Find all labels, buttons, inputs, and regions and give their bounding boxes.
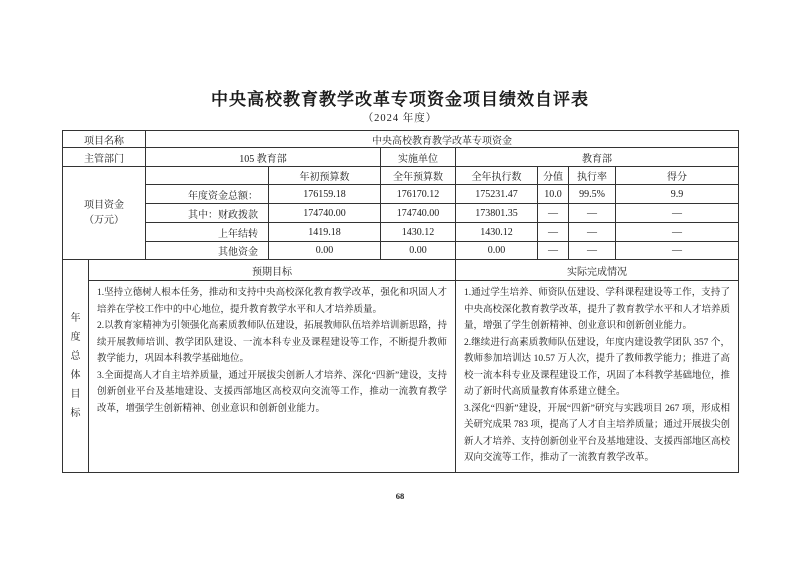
fund-row-other-execution: 0.00 [456, 242, 538, 260]
fund-row-carryover-execution: 1430.12 [456, 223, 538, 242]
supervisor-value: 105 教育部 [146, 148, 381, 167]
fund-header-initial-budget: 年初预算数 [269, 167, 381, 185]
info-funds-table [62, 130, 739, 260]
fund-row-other-rate: — [569, 242, 616, 260]
fund-row-fiscal-initial: 174740.00 [269, 204, 381, 223]
expected-goal-item: 2.以教育家精神为引领强化高素质教师队伍建设，拓展教师队伍培养培训新思路，持续开展教师培训、教学团队建设、一流本科专业及课程建设等工作，不断提升教师教学能力，巩固本科教学基础地位。 [97, 321, 447, 364]
fund-row-total-annual: 176170.12 [381, 185, 456, 204]
fund-row-fiscal-rate: — [569, 204, 616, 223]
fund-row-carryover-weight: — [538, 223, 569, 242]
fund-row-total-initial: 176159.18 [269, 185, 381, 204]
fund-row-fiscal-execution: 173801.35 [456, 204, 538, 223]
supervisor-label: 主管部门 [63, 148, 146, 167]
fund-section-label [63, 167, 146, 260]
self-evaluation-form [62, 130, 738, 473]
fund-row-other-initial: 0.00 [269, 242, 381, 260]
expected-goal-content [89, 281, 456, 473]
fund-row-total-execution: 175231.47 [456, 185, 538, 204]
implementer-value: 教育部 [456, 148, 739, 167]
row-goal-content [63, 281, 739, 473]
fund-row-fiscal-score: — [616, 204, 739, 223]
actual-completion-item: 1.通过学生培养、师资队伍建设、学科课程建设等工作，支持了中央高校深化教育教学改革，提升了教育教学水平和人才培养质量，增强了学生创新精神、创业意识和创新创业能力。 [464, 288, 731, 331]
fund-header-score-weight: 分值 [538, 167, 569, 185]
goal-side-label-text: 年度总体目标 [70, 313, 81, 419]
fund-row-fiscal-weight: — [538, 204, 569, 223]
row-departments [63, 148, 739, 167]
fund-header-annual-budget: 全年预算数 [381, 167, 456, 185]
fund-row-carryover-rate: — [569, 223, 616, 242]
fund-row-fiscal [63, 204, 739, 223]
fund-row-carryover-annual: 1430.12 [381, 223, 456, 242]
row-goal-headers [63, 260, 739, 281]
expected-goal-header: 预期目标 [89, 260, 456, 281]
actual-completion-item: 3.深化“四新”建设，开展“四新”研究与实践项目 267 项，形成相关研究成果 783 项，提高了人才自主培养质量；通过开展拔尖创新人才培养、支持创新创业平台及基地建设、支援西部地区高校双向交流等工作，推动了一流教育教学改革。 [464, 403, 731, 463]
page-title: 中央高校教育教学改革专项资金项目绩效自评表 [211, 90, 589, 109]
expected-goal-item: 1.坚持立德树人根本任务，推动和支持中央高校深化教育教学改革，强化和巩固人才培养在学校工作中的中心地位，提升教育教学水平和人才培养质量。 [97, 288, 447, 315]
implementer-label: 实施单位 [381, 148, 456, 167]
fund-row-carryover [63, 223, 739, 242]
project-name-label: 项目名称 [63, 131, 146, 148]
fund-row-total-rate: 99.5% [569, 185, 616, 204]
fund-row-fiscal-annual: 174740.00 [381, 204, 456, 223]
fund-section-label-line1: 项目资金 [84, 200, 124, 211]
fund-header-blank [146, 167, 269, 185]
fund-row-total-label: 年度资金总额： [146, 185, 269, 204]
row-fund-headers [63, 167, 739, 185]
actual-completion-item: 2.继续进行高素质教师队伍建设，年度内建设教学团队 357 个，教师参加培训达 10.57 万人次，提升了教师教学能力；推进了高校一流本科专业及课程建设工作，巩固了本科教学基础地位，推动了新时代高质量教育体系建立健全。 [464, 337, 731, 397]
fund-row-fiscal-label: 其中：财政拨款 [146, 204, 269, 223]
fund-row-total [63, 185, 739, 204]
row-project-name [63, 131, 739, 148]
fund-row-carryover-label: 上年结转 [146, 223, 269, 242]
fund-row-other-score: — [616, 242, 739, 260]
fund-row-carryover-initial: 1419.18 [269, 223, 381, 242]
fund-row-other [63, 242, 739, 260]
fund-row-total-weight: 10.0 [538, 185, 569, 204]
fund-row-carryover-score: — [616, 223, 739, 242]
fund-header-execution-rate: 执行率 [569, 167, 616, 185]
fund-section-label-line2: （万元） [84, 215, 124, 226]
goal-side-label [63, 260, 89, 473]
actual-completion-content [456, 281, 739, 473]
expected-goal-item: 3.全面提高人才自主培养质量，通过开展拔尖创新人才培养、深化“四新”建设，支持创新创业平台及基地建设、支援西部地区高校双向交流等工作，推动一流教育教学改革，增强学生创新精神、创业意识和创新创业能力。 [97, 370, 447, 414]
actual-completion-header: 实际完成情况 [456, 260, 739, 281]
project-name-value: 中央高校教育教学改革专项资金 [146, 131, 739, 148]
fund-row-other-label: 其他资金 [146, 242, 269, 260]
fund-header-score: 得分 [616, 167, 739, 185]
page-subtitle: （2024 年度） [362, 113, 438, 124]
fund-row-other-annual: 0.00 [381, 242, 456, 260]
goals-table [62, 259, 739, 473]
page-number: 68 [395, 491, 405, 501]
fund-row-other-weight: — [538, 242, 569, 260]
fund-row-total-score: 9.9 [616, 185, 739, 204]
fund-header-annual-execution: 全年执行数 [456, 167, 538, 185]
